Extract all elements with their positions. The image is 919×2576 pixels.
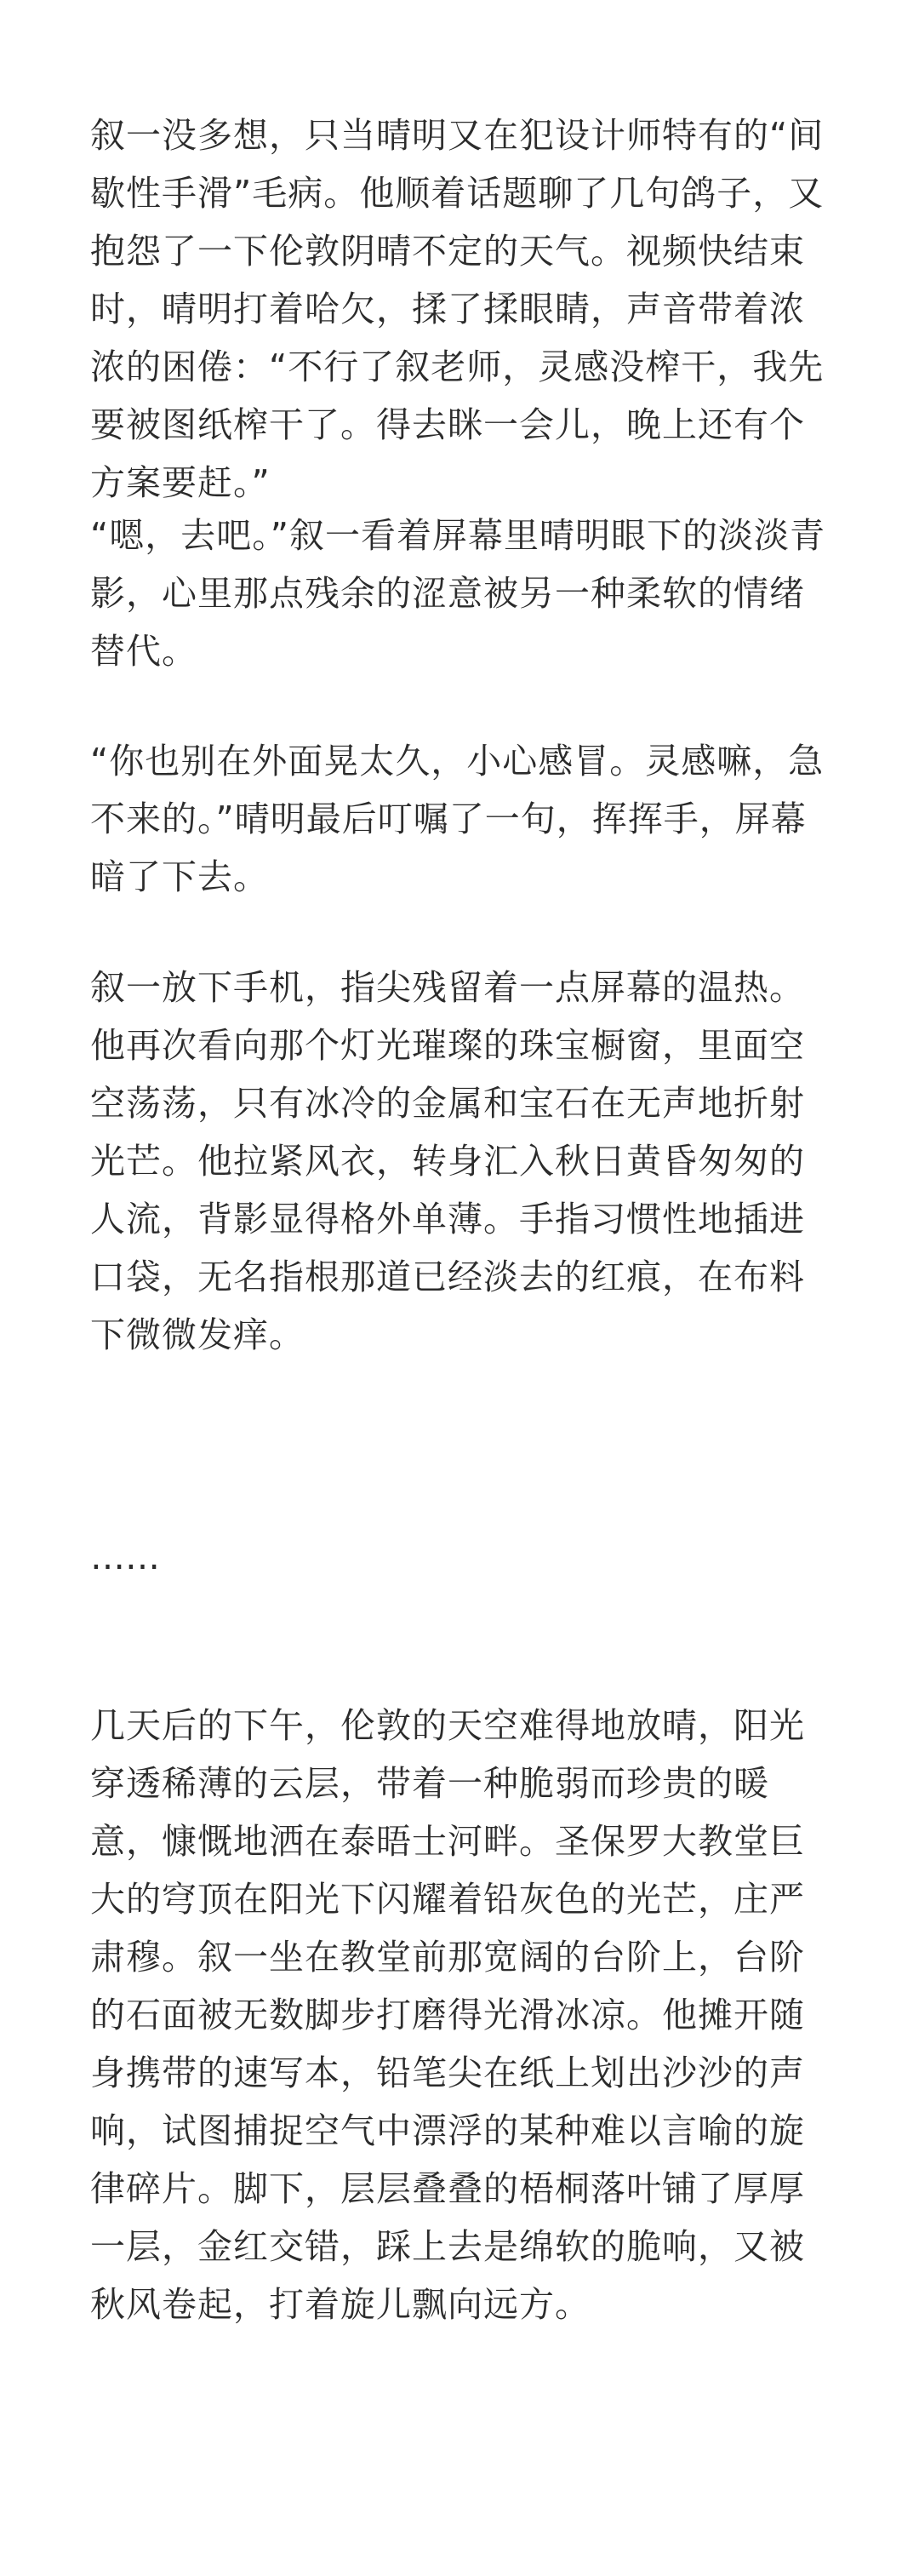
paragraph-5: 几天后的下午，伦敦的天空难得地放晴，阳光穿透稀薄的云层，带着一种脆弱而珍贵的暖意，慷慨地洒在泰晤士河畔。圣保罗大教堂巨大的穹顶在阳光下闪耀着铅灰色的光芒，庄严肃穆。叙一坐在教堂前那宽阔的台阶上，台阶的石面被无数脚步打磨得光滑冰凉。他摊开随身携带的速写本，铅笔尖在纸上划出沙沙的声响，试图捕捉空气中漂浮的某种难以言喻的旋律碎片。脚下，层层叠叠的梧桐落叶铺了厚厚一层，金红交错，踩上去是绵软的脆响，又被秋风卷起，打着旋儿飘向远方。 xyxy=(90,1705,805,2325)
paragraph-2: “嗯，去吧。”叙一看着屏幕里晴明眼下的淡淡青影，心里那点残余的涩意被另一种柔软的情绪替代。 xyxy=(90,515,825,672)
section-break-ellipsis: …… xyxy=(90,1537,160,1577)
paragraph-3: “你也别在外面晃太久，小心感冒。灵感嘛，急不来的。”晴明最后叮嘱了一句，挥挥手，屏幕暗了下去。 xyxy=(90,741,825,897)
paragraph-4: 叙一放下手机，指尖残留着一点屏幕的温热。他再次看向那个灯光璀璨的珠宝橱窗，里面空空荡荡，只有冰冷的金属和宝石在无声地折射光芒。他拉紧风衣，转身汇入秋日黄昏匆匆的人流，背影显得格外单薄。手指习惯性地插进口袋，无名指根那道已经淡去的红痕，在布料下微微发痒。 xyxy=(90,967,805,1355)
paragraph-1: 叙一没多想，只当晴明又在犯设计师特有的“间歇性手滑”毛病。他顺着话题聊了几句鸽子，又抱怨了一下伦敦阴晴不定的天气。视频快结束时，晴明打着哈欠，揉了揉眼睛，声音带着浓浓的困倦：“不行了叙老师，灵感没榨干，我先要被图纸榨干了。得去眯一会儿，晚上还有个方案要赶。” xyxy=(90,115,825,503)
